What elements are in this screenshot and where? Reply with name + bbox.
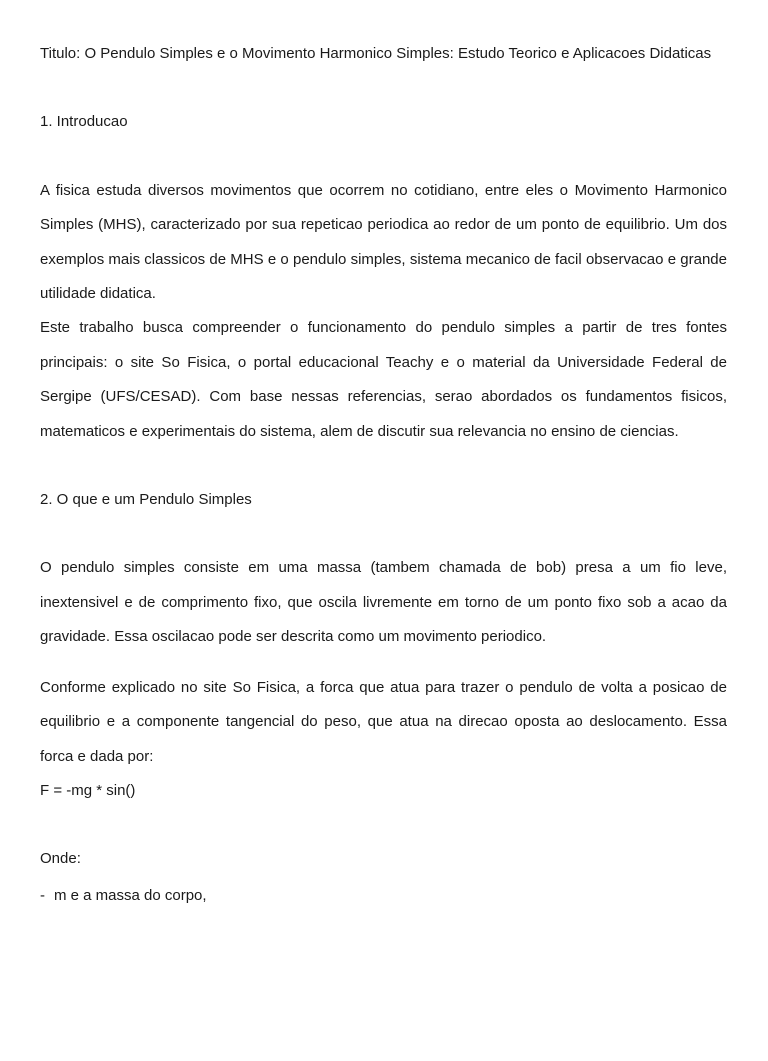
list-dash: - [40,886,45,904]
list-item-text: m e a massa do corpo, [54,886,207,904]
intro-paragraph-2: Este trabalho busca compreender o funcionamento do pendulo simples a partir de tres fontes principais: o site So Fisica, o portal educacional Teachy e o material da Universidade Federal de Sergipe (UFS/CESAD). Com base nessas referencias, serao abordados os fundamentos fisicos, matematicos e experimentais do sistema, alem de discutir sua relevancia no ensino de ciencias. [40,319,727,440]
section-heading-introducao: 1. Introducao [40,113,128,131]
document-title: Titulo: O Pendulo Simples e o Movimento Harmonico Simples: Estudo Teorico e Aplicacoes Didaticas [40,45,712,62]
intro-paragraph-1: A fisica estuda diversos movimentos que ocorrem no cotidiano, entre eles o Movimento Harmonico Simples (MHS), caracterizado por sua repeticao periodica ao redor de um ponto de equilibrio. Um dos exemplos mais classicos de MHS e o pendulo simples, sistema mecanico de facil observacao e grande utilidade didatica. [40,181,727,303]
document-page [0,37,768,1061]
force-formula: F = -mg * sin() [40,781,136,799]
onde-label: Onde: [40,850,81,868]
section2-paragraph-2: Conforme explicado no site So Fisica, a forca que atua para trazer o pendulo de volta a posicao de equilibrio e a componente tangencial do peso, que atua na direcao oposta ao deslocamento. Essa forca e dada por: [40,678,727,765]
section2-paragraph-1: O pendulo simples consiste em uma massa (tambem chamada de bob) presa a um fio leve, inextensivel e de comprimento fixo, que oscila livremente em torno de um ponto fixo sob a acao da gravidade. Essa oscilacao pode ser descrita como um movimento periodico. [40,559,727,646]
list-item [40,879,727,913]
section-heading-pendulo: 2. O que e um Pendulo Simples [40,491,252,509]
